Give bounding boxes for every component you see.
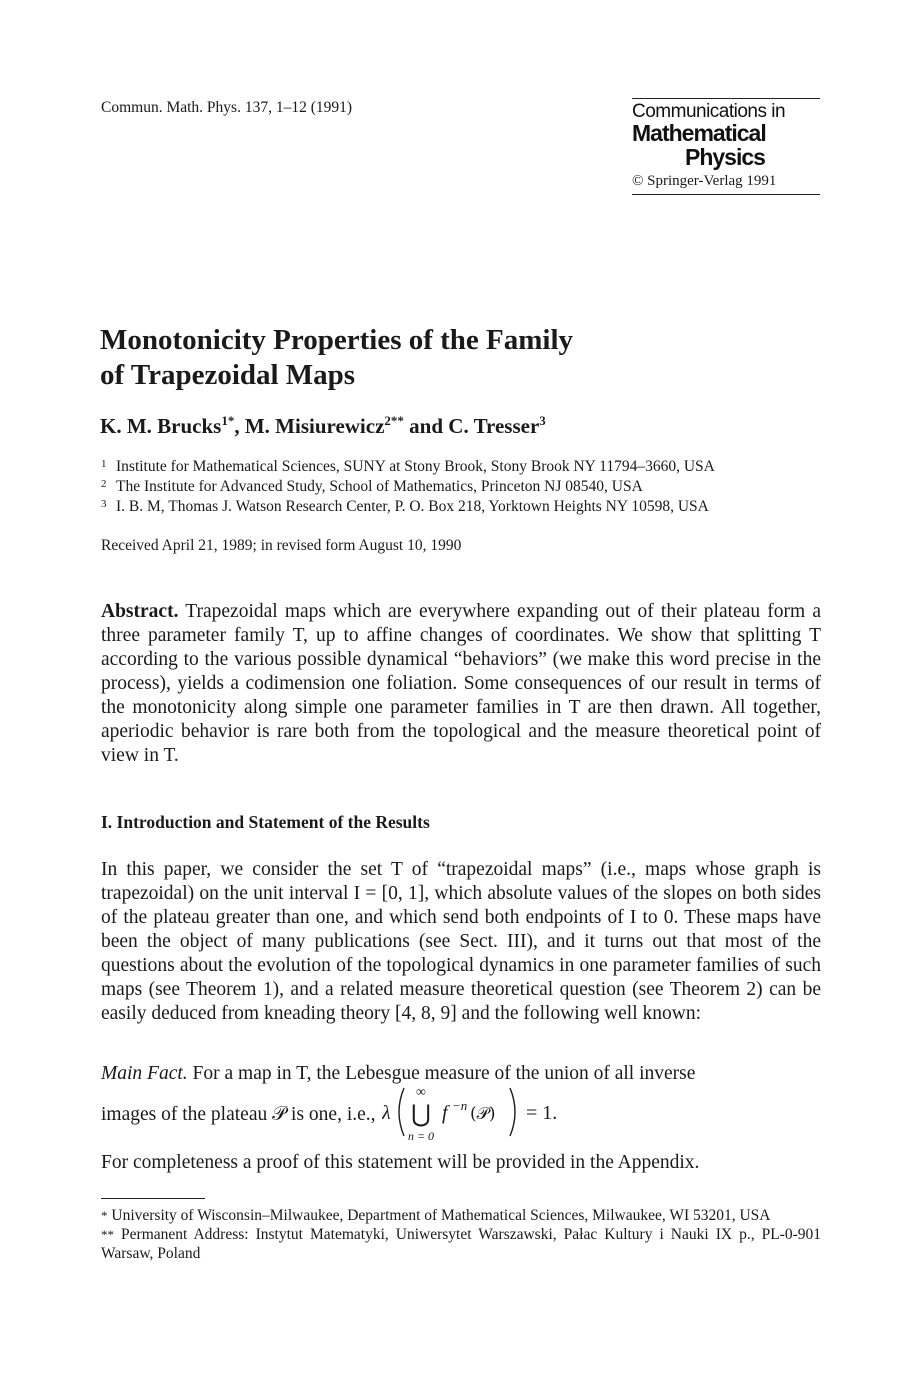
author-mark: 1* — [221, 413, 235, 428]
affiliation-text: Institute for Mathematical Sciences, SUNY at Stony Brook, Stony Brook NY 11794–3660, USA — [116, 458, 715, 475]
footnote-mark: * — [101, 1208, 108, 1223]
footnote-item — [101, 1225, 821, 1263]
journal-name-line2: Mathematical — [632, 120, 766, 146]
completeness-sentence: For completeness a proof of this statement will be provided in the Appendix. — [101, 1152, 700, 1173]
formula-function: f — [442, 1102, 448, 1124]
author-mark: 2** — [384, 413, 404, 428]
formula-upper-limit: ∞ — [416, 1085, 426, 1100]
footnote-text: Permanent Address: Instytut Matematyki, Uniwersytet Warszawski, Pałac Kultury i Nauki IX p., PL-0-901 Warsaw, Poland — [101, 1226, 822, 1262]
section-heading: I. Introduction and Statement of the Results — [101, 812, 430, 832]
footnote-text: University of Wisconsin–Milwaukee, Department of Mathematical Sciences, Milwaukee, WI 53201, USA — [111, 1207, 771, 1224]
author-name: C. Tresser — [448, 414, 540, 438]
abstract-text: Trapezoidal maps which are everywhere expanding out of their plateau form a three parameter family T, up to affine changes of coordinates. We show that splitting T according to the various possible dynamical “behaviors” (we make this word precise in the process), yields a codimension one foliation. Some consequences of our result in terms of the monotonicity along simple one parameter families in T are then drawn. All together, aperiodic behavior is rare both from the topological and the measure theoretical point of view in T. — [101, 601, 821, 766]
affiliation-item — [101, 497, 715, 517]
paper-title — [100, 323, 573, 393]
formula-right-paren — [510, 1088, 515, 1136]
abstract — [101, 600, 821, 768]
journal-citation: Commun. Math. Phys. 137, 1–12 (1991) — [101, 99, 353, 116]
journal-logo — [632, 98, 820, 195]
author-name: K. M. Brucks — [100, 414, 222, 438]
author-separator: , — [234, 414, 245, 438]
author-name: M. Misiurewicz — [244, 414, 385, 438]
footnote-item — [101, 1206, 821, 1225]
lebesgue-formula — [382, 1080, 612, 1144]
formula-equals: = 1. — [526, 1102, 558, 1124]
title-line-2: of Trapezoidal Maps — [100, 359, 356, 391]
footnote-mark: ** — [101, 1227, 114, 1242]
author-mark: 3 — [539, 413, 546, 428]
affiliation-item — [101, 457, 715, 477]
main-fact-text: For a map in T, the Lebesgue measure of the union of all inverse — [187, 1063, 696, 1084]
author-separator: and — [403, 414, 449, 438]
affiliation-text: I. B. M, Thomas J. Watson Research Center, P. O. Box 218, Yorktown Heights NY 10598, USA — [116, 498, 709, 515]
author-list — [100, 413, 546, 439]
affiliation-text: The Institute for Advanced Study, School of Mathematics, Princeton NJ 08540, USA — [116, 478, 643, 495]
formula-argument: (𝒫) — [470, 1104, 496, 1124]
copyright-notice: © Springer-Verlag 1991 — [632, 173, 820, 195]
abstract-label: Abstract. — [101, 601, 179, 622]
affiliation-number: 2 — [101, 478, 107, 490]
affiliation-item — [101, 477, 715, 497]
footnotes — [101, 1206, 821, 1263]
affiliation-number: 3 — [101, 498, 107, 510]
journal-name-line1: Communications in — [632, 101, 786, 122]
affiliation-number: 1 — [101, 458, 107, 470]
received-dates: Received April 21, 1989; in revised form August 10, 1990 — [101, 537, 462, 554]
affiliations — [101, 457, 715, 517]
formula-lower-limit: n = 0 — [407, 1129, 435, 1143]
intro-paragraph: In this paper, we consider the set T of “trapezoidal maps” (i.e., maps whose graph is trapezoidal) on the unit interval I = [0, 1], which absolute values of the slopes on both sides of the plateau greater than one, and which send both endpoints of I to 0. These maps have been the object of many publications (see Sect. III), and it turns out that most of the questions about the evolution of the topological dynamics in one parameter families of such maps (see Theorem 1), and a related measure theoretical question (see Theorem 2) can be easily deduced from kneading theory [4, 8, 9] and the following well known: — [101, 859, 821, 1024]
main-fact-label: Main Fact. — [101, 1063, 188, 1084]
formula-left-paren — [399, 1088, 404, 1136]
footnote-divider — [101, 1198, 205, 1199]
formula-lambda: λ — [382, 1102, 391, 1124]
formula-exponent: −n — [452, 1098, 468, 1113]
formula-union: ⋃ — [411, 1100, 431, 1128]
formula-lead-text: images of the plateau 𝒫 is one, i.e., — [101, 1104, 376, 1125]
journal-name-line3: Physics — [685, 144, 765, 170]
title-line-1: Monotonicity Properties of the Family — [100, 324, 574, 356]
